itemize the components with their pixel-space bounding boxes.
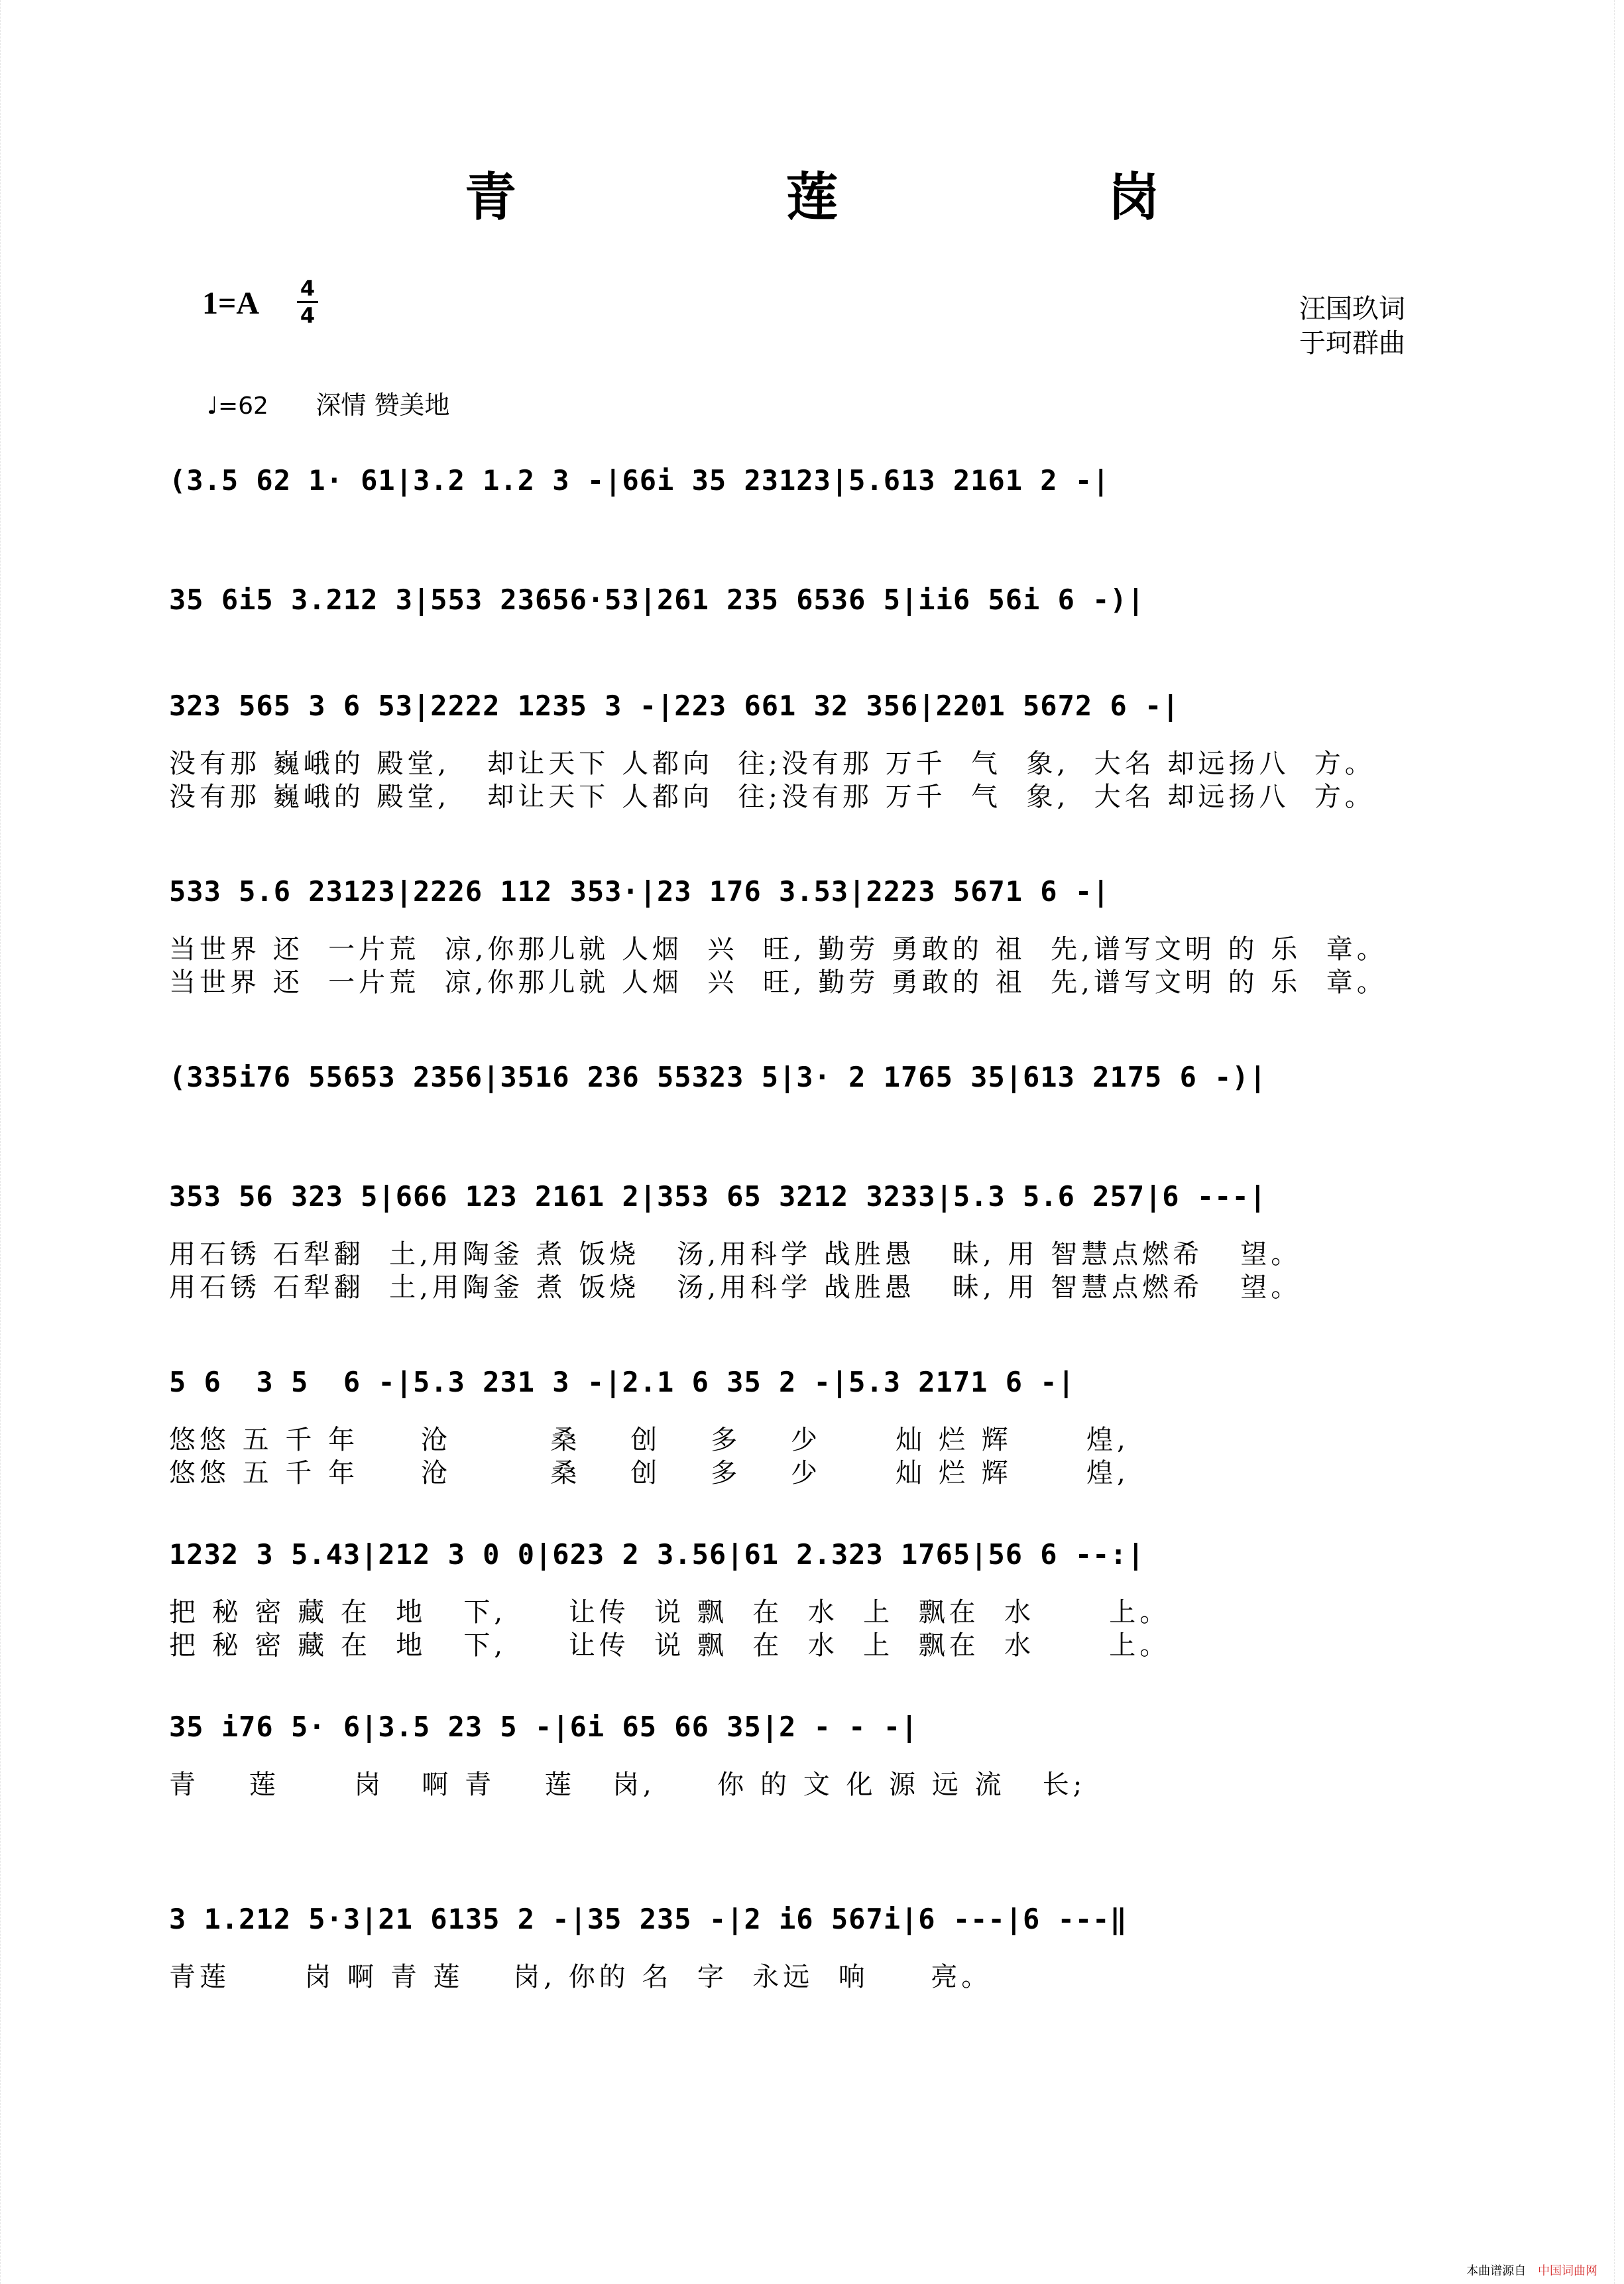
footer (1466, 2261, 1597, 2279)
notation-line: 35 i76 5· 6|3.5 23 5 -|6i 65 66 35|2 - - -| (169, 1711, 919, 1743)
lyric-line: 悠悠 五 千 年 沧 桑 创 多 少 灿 烂 辉 煌, (169, 1425, 1130, 1455)
notation-line: 353 56 323 5|666 123 2161 2|353 65 3212 3233|5.3 5.6 257|6 ---| (169, 1180, 1267, 1213)
notation-line: (335i76 55653 2356|3516 236 55323 5|3· 2 1765 35|613 2175 6 -)| (169, 1061, 1267, 1093)
lyric-line: 把 秘 密 藏 在 地 下, 让传 说 飘 在 水 上 飘在 水 上。 (169, 1597, 1171, 1628)
expression-marking: 深情 赞美地 (316, 391, 450, 420)
lyric-line: 把 秘 密 藏 在 地 下, 让传 说 飘 在 水 上 飘在 水 上。 (169, 1630, 1171, 1661)
lyricist: 汪国玖词 (1299, 294, 1405, 324)
tempo-value: ♩=62 (207, 392, 268, 420)
lyric-line: 当世界 还 一片荒 凉,你那儿就 人烟 兴 旺, 勤劳 勇敢的 祖 先,谱写文明 的 乐 章。 (169, 934, 1387, 965)
notation-line: 323 565 3 6 53|2222 1235 3 -|223 661 32 356|2201 5672 6 -| (169, 690, 1180, 722)
lyric-line: 青 莲 岗 啊 青 莲 岗, 你 的 文 化 源 远 流 长; (169, 1770, 1086, 1800)
left-margin-watermark (0, 0, 10, 2284)
time-signature: 4 4 (297, 277, 318, 327)
notation-line: 5 6 3 5 6 -|5.3 231 3 -|2.1 6 35 2 -|5.3 2171 6 -| (169, 1366, 1075, 1398)
lyric-line: 青莲 岗 啊 青 莲 岗, 你的 名 字 永远 响 亮。 (169, 1962, 992, 1992)
composer: 于珂群曲 (1299, 328, 1405, 359)
footer-site: 中国词曲网 (1538, 2264, 1597, 2278)
lyric-line: 用石锈 石犁翻 土,用陶釜 煮 饭烧 汤,用科学 战胜愚 昧, 用 智慧点燃希 望。 (169, 1272, 1302, 1303)
notation-line: 35 6i5 3.212 3|553 23656·53|261 235 6536 5|ii6 56i 6 -)| (169, 583, 1145, 616)
right-margin-watermark (1614, 0, 1624, 2284)
credits (1299, 292, 1405, 361)
footer-source: 本曲谱源自 (1466, 2264, 1527, 2278)
lyric-line: 没有那 巍峨的 殿堂, 却让天下 人都向 往;没有那 万千 气 象, 大名 却远扬八 方。 (169, 782, 1375, 812)
notation-line: 3 1.212 5·3|21 6135 2 -|35 235 -|2 i6 567i|6 ---|6 ---‖ (169, 1903, 1128, 1935)
song-title: 青 莲 岗 (464, 167, 1286, 227)
lyric-line: 悠悠 五 千 年 沧 桑 创 多 少 灿 烂 辉 煌, (169, 1458, 1130, 1488)
lyric-line: 没有那 巍峨的 殿堂, 却让天下 人都向 往;没有那 万千 气 象, 大名 却远扬八 方。 (169, 749, 1375, 779)
key-signature: 1=A (202, 286, 260, 321)
lyric-line: 当世界 还 一片荒 凉,你那儿就 人烟 兴 旺, 勤劳 勇敢的 祖 先,谱写文明 的 乐 章。 (169, 967, 1387, 998)
notation-line: (3.5 62 1· 61|3.2 1.2 3 -|66i 35 23123|5.613 2161 2 -| (169, 464, 1110, 497)
lyric-line: 用石锈 石犁翻 土,用陶釜 煮 饭烧 汤,用科学 战胜愚 昧, 用 智慧点燃希 望。 (169, 1239, 1302, 1270)
notation-line: 1232 3 5.43|212 3 0 0|623 2 3.56|61 2.323 1765|56 6 --:| (169, 1538, 1145, 1571)
tempo-marking (207, 385, 450, 421)
notation-line: 533 5.6 23123|2226 112 353·|23 176 3.53|2223 5671 6 -| (169, 875, 1110, 908)
